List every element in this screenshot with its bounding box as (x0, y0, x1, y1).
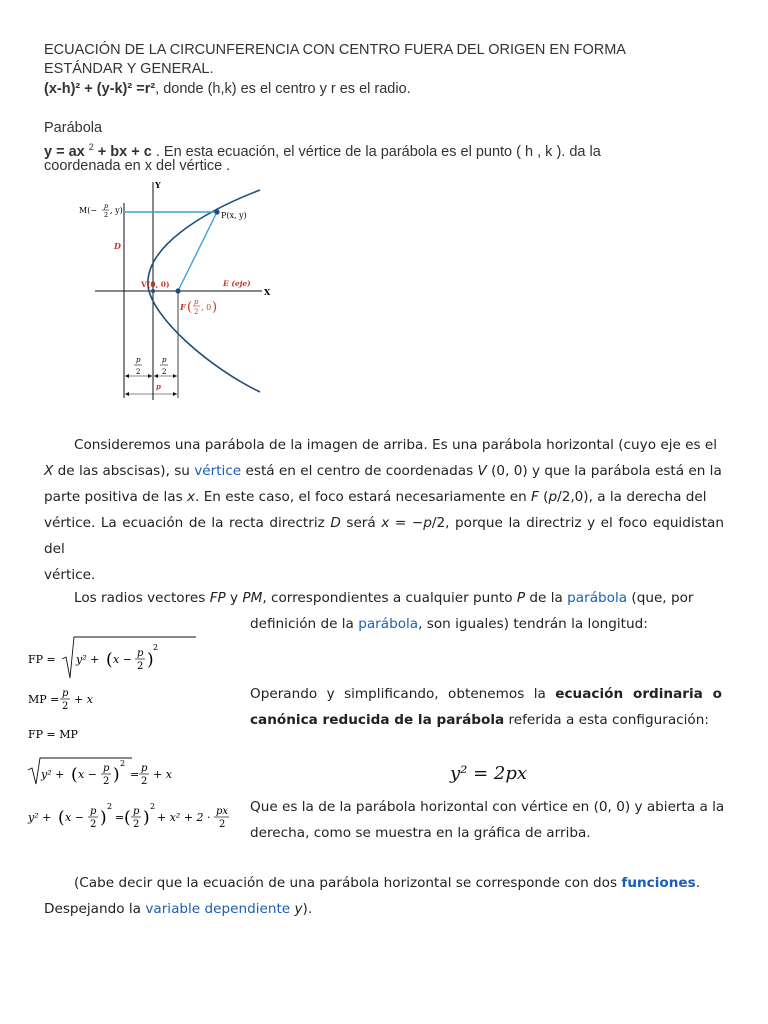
svg-text:): ) (212, 300, 218, 315)
vertex-label: V(0, 0) (141, 280, 170, 289)
fp-segment (178, 212, 217, 291)
svg-text:2: 2 (120, 759, 126, 768)
svg-text:y² +: y² + (76, 653, 100, 666)
m-label: M(− (79, 206, 98, 215)
svg-text:2: 2 (62, 701, 69, 712)
fp-equals-mp: FP = MP (28, 728, 78, 741)
svg-text:p: p (62, 688, 69, 699)
svg-text:): ) (147, 650, 154, 670)
derivation-formulas (26, 632, 246, 842)
axis-e-label: E (eje) (223, 279, 251, 288)
svg-text:2: 2 (137, 661, 144, 672)
svg-text:, y): , y) (110, 206, 123, 215)
paragraph-5-line-1: (Cabe decir que la ecuación de una parábola horizontal se corresponde con dos funciones. (74, 875, 701, 891)
svg-text:=: = (130, 768, 140, 781)
svg-text:(: ( (106, 650, 113, 670)
parabola-formula: y = ax $^2$ + bx + c (44, 142, 152, 160)
parabola-figure (70, 178, 280, 403)
expanded-formula: y² + (28, 811, 52, 824)
vertex-point (151, 289, 155, 293)
fp-formula-lhs: FP = (28, 653, 56, 666)
svg-text:p: p (156, 382, 161, 391)
svg-text:x −: x − (113, 653, 132, 666)
paragraph-2-line-1: Los radios vectores FP y PM, correspondientes a cualquier punto P de la parábola (que, por (74, 590, 694, 606)
paragraph-4-line-1: Que es la de la parábola horizontal con vértice en (0, 0) y abierta a la (250, 799, 725, 815)
svg-text:p: p (104, 202, 109, 210)
svg-text:): ) (143, 808, 150, 828)
svg-text:p: p (137, 648, 144, 659)
mp-formula: MP = (28, 693, 60, 706)
link-funciones[interactable]: funciones (621, 875, 696, 891)
svg-text:p: p (162, 356, 167, 364)
circle-equation (44, 80, 411, 99)
svg-text:=: = (115, 811, 125, 824)
svg-text:2: 2 (107, 802, 113, 811)
circle-description: , donde (h,k) es el centro y r es el radio. (155, 81, 411, 97)
svg-text:2: 2 (133, 819, 140, 830)
focus-point (175, 288, 180, 293)
svg-text:, 0: , 0 (201, 303, 212, 312)
svg-text:x −: x − (78, 768, 97, 781)
paragraph-3-line-2: canónica reducida de la parábola referida a esta configuración: (250, 712, 709, 728)
parabola-description: . En esta ecuación, el vértice de la parábola es el punto ( h , k ). da la (151, 143, 601, 160)
svg-text:+ x: + x (74, 693, 93, 706)
svg-text:2: 2 (103, 776, 110, 787)
svg-text:2: 2 (194, 308, 199, 316)
point-p (214, 209, 219, 214)
svg-text:p: p (133, 806, 140, 817)
svg-text:): ) (113, 765, 120, 785)
svg-text:2: 2 (150, 802, 156, 811)
svg-text:(: ( (187, 300, 193, 315)
parabola-title: Parábola (44, 120, 103, 136)
paragraph-3-line-1: Operando y simplificando, obtenemos la ecuación ordinaria o (250, 686, 722, 702)
svg-text:+ x: + x (153, 768, 172, 781)
svg-text:2: 2 (104, 211, 109, 219)
link-parabola-2[interactable]: parábola (358, 616, 419, 632)
svg-text:): ) (100, 808, 107, 828)
header-line-2: ESTÁNDAR Y GENERAL. (44, 61, 214, 77)
svg-text:(: ( (124, 808, 131, 828)
paragraph-5-line-2: Despejando la variable dependiente y). (44, 901, 313, 917)
svg-text:2: 2 (136, 368, 141, 376)
svg-text:y² +: y² + (41, 768, 65, 781)
paragraph-4-line-2: derecha, como se muestra en la gráfica de arriba. (250, 825, 591, 841)
svg-text:(: ( (71, 765, 78, 785)
x-axis-label: X (264, 287, 271, 297)
link-vertice[interactable]: vértice (194, 463, 242, 479)
svg-text:p: p (103, 763, 110, 774)
circle-formula: (x-h)² + (y-k)² =r² (44, 81, 156, 97)
svg-text:+ x² + 2 ·: + x² + 2 · (157, 811, 211, 824)
link-variable-dependiente[interactable]: variable dependiente (145, 901, 291, 917)
svg-text:p: p (90, 806, 97, 817)
svg-text:x −: x − (65, 811, 84, 824)
focus-label: F (180, 302, 186, 312)
svg-text:p: p (141, 763, 148, 774)
svg-text:2: 2 (219, 819, 226, 830)
paragraph-2-line-2: definición de la parábola, son iguales) tendrán la longitud: (250, 616, 648, 632)
link-parabola-1[interactable]: parábola (567, 590, 628, 606)
svg-text:2: 2 (141, 776, 148, 787)
svg-text:px: px (216, 806, 229, 817)
svg-text:2: 2 (162, 368, 167, 376)
parabola-description-2: coordenada en x del vértice . (44, 158, 231, 174)
main-equation: y² = 2px (450, 763, 528, 784)
y-axis-label: Y (155, 180, 161, 190)
p-point-label: P(x, y) (221, 211, 247, 220)
paragraph-1: Consideremos una parábola de la imagen de arriba. Es una parábola horizontal (cuyo eje es el X de las abscisas), su vértice está en el centro de coordenadas V (0, 0) y que la parábola está en la parte positiva de las x. En este caso, el foco estará necesariamente en F (p/2,0), a la derecha del vértice. La ecuación de la recta directriz D será x = −p/2, porque la directriz y el foco equidistan del vértice. (44, 437, 724, 583)
header-line-1: ECUACIÓN DE LA CIRCUNFERENCIA CON CENTRO FUERA DEL ORIGEN EN FORMA (44, 42, 626, 58)
svg-text:2: 2 (90, 819, 97, 830)
directrix-label: D (114, 241, 121, 251)
svg-text:p: p (194, 298, 199, 306)
svg-text:(: ( (58, 808, 65, 828)
svg-text:2: 2 (153, 643, 159, 652)
svg-text:p: p (136, 356, 141, 364)
